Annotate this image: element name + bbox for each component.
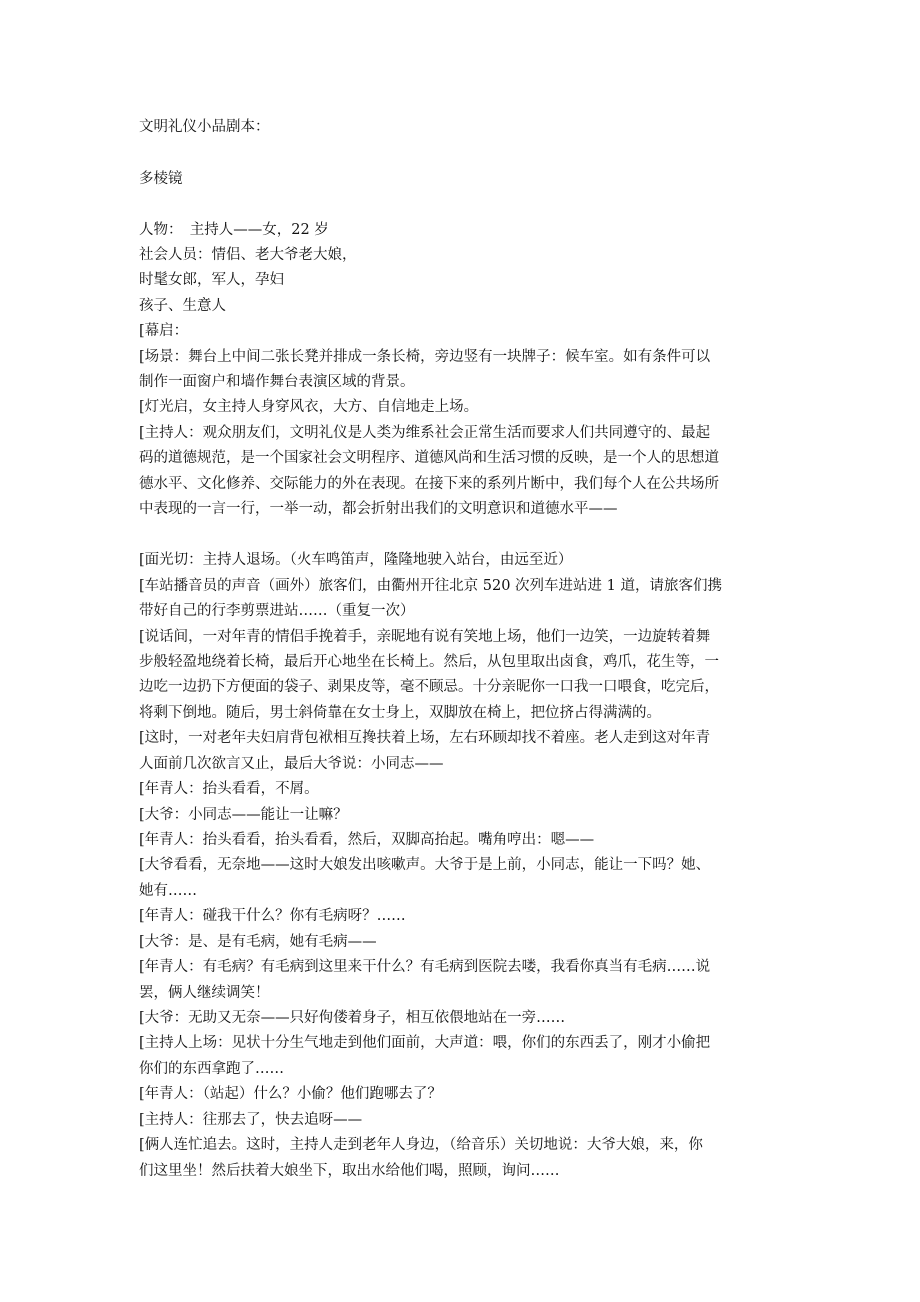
body-line: [这时，一对老年夫妇肩背包袱相互搀扶着上场，左右环顾却找不着座。老人走到这对年青 — [139, 730, 711, 746]
body-line: 罢，俩人继续调笑！ — [139, 985, 270, 1001]
body-line: 步般轻盈地绕着长椅，最后开心地坐在长椅上。然后，从包里取出卤食，鸡爪，花生等，一 — [139, 654, 719, 670]
body-line: [年青人：抬头看看，不屑。 — [139, 781, 319, 797]
body-line: [车站播音员的声音（画外）旅客们，由衢州开往北京 520 次列车进站进 1 道，请旅客们携 — [139, 578, 722, 594]
body-line: [说话间，一对年青的情侣手挽着手，亲昵地有说有笑地上场，他们一边笑，一边旋转着舞 — [139, 629, 711, 645]
body-line: 边吃一边扔下方便面的袋子、剥果皮等，毫不顾忌。十分亲昵你一口我一口喂食，吃完后， — [139, 679, 719, 695]
body-line: [灯光启，女主持人身穿风衣，大方、自信地走上场。 — [139, 399, 479, 415]
body-line: [年青人：碰我干什么？你有毛病呀？…… — [139, 908, 406, 924]
body-line: 带好自己的行李剪票进站……（重复一次） — [139, 603, 415, 619]
document-title: 多棱镜 — [139, 171, 183, 187]
body-line: [年青人：有毛病？有毛病到这里来干什么？有毛病到医院去喽，我看你真当有毛病……说 — [139, 959, 711, 975]
body-line: [年青人：抬头看看，抬头看看，然后，双脚高抬起。嘴角哼出：嗯—— — [139, 832, 595, 848]
body-line: [大爷：小同志——能让一让嘛？ — [139, 807, 348, 823]
body-line: [面光切：主持人退场。（火车鸣笛声，隆隆地驶入站台，由远至近） — [139, 552, 573, 568]
body-line: [俩人连忙追去。这时，主持人走到老年人身边，（给音乐）关切地说：大爷大娘，来，你 — [139, 1137, 703, 1153]
body-line: 人面前几次欲言又止，最后大爷说：小同志—— — [139, 756, 444, 772]
body-line: 孩子、生意人 — [139, 298, 226, 314]
body-line: 她有…… — [139, 883, 197, 899]
body-line: 制作一面窗户和墙作舞台表演区域的背景。 — [139, 374, 415, 390]
body-line: [主持人上场：见状十分生气地走到他们面前，大声道：喂，你们的东西丢了，刚才小偷把 — [139, 1035, 711, 1051]
body-line: 将剩下倒地。随后，男士斜倚靠在女士身上，双脚放在椅上，把位挤占得满满的。 — [139, 705, 661, 721]
body-line: [大爷看看，无奈地——这时大娘发出咳嗽声。大爷于是上前，小同志，能让一下吗？她、 — [139, 857, 711, 873]
body-line: 德水平、文化修养、交际能力的外在表现。在接下来的系列片断中，我们每个人在公共场所 — [139, 476, 719, 492]
body-line: [大爷：无助又无奈——只好佝偻着身子，相互依偎地站在一旁…… — [139, 1010, 566, 1026]
body-line: 们这里坐！然后扶着大娘坐下，取出水给他们喝，照顾，询问…… — [139, 1163, 560, 1179]
body-line: [主持人：观众朋友们，文明礼仪是人类为维系社会正常生活而要求人们共同遵守的、最起 — [139, 425, 711, 441]
body-line: 中表现的一言一行，一举一动，都会折射出我们的文明意识和道德水平—— — [139, 501, 618, 517]
body-line: [主持人：往那去了，快去追呀—— — [139, 1112, 363, 1128]
document-heading: 文明礼仪小品剧本： — [139, 119, 270, 135]
body-line: 社会人员：情侣、老大爷老大娘， — [139, 247, 357, 263]
body-line: [年青人：（站起）什么？小偷？他们跑哪去了？ — [139, 1086, 442, 1102]
body-line: [大爷：是、是有毛病，她有毛病—— — [139, 934, 377, 950]
body-line: 人物： 主持人——女，22 岁 — [139, 222, 329, 238]
body-line: [幕启： — [139, 323, 189, 339]
body-line: [场景：舞台上中间二张长凳并排成一条长椅，旁边竖有一块牌子：候车室。如有条件可以 — [139, 349, 711, 365]
body-line: 码的道德规范，是一个国家社会文明程序、道德风尚和生活习惯的反映，是一个人的思想道 — [139, 450, 719, 466]
body-line: 你们的东西拿跑了…… — [139, 1061, 284, 1077]
body-line: 时髦女郎，军人，孕妇 — [139, 272, 284, 288]
